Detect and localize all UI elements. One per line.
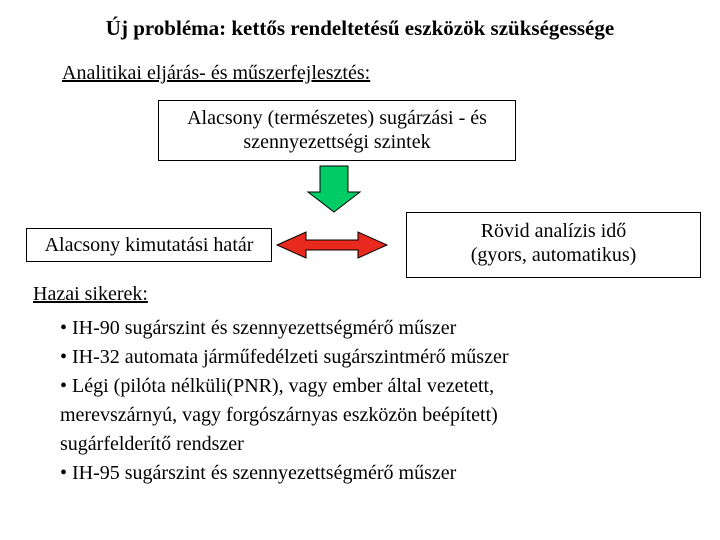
list-item: sugárfelderítő rendszer xyxy=(60,433,244,455)
slide-title: Új probléma: kettős rendeltetésű eszközök szükségessége xyxy=(105,16,615,40)
hazai-heading: Hazai sikerek: xyxy=(33,283,148,305)
list-item: • IH-32 automata járműfedélzeti sugárszintmérő műszer xyxy=(60,346,509,368)
list-item: • IH-90 sugárszint és szennyezettségmérő műszer xyxy=(60,317,457,339)
right-box-line2: (gyors, automatikus) xyxy=(470,244,637,266)
right-box xyxy=(406,212,701,278)
right-box-line1: Rövid analízis idő xyxy=(480,220,627,242)
down-arrow xyxy=(308,166,360,212)
list-item: • Légi (pilóta nélküli(PNR), vagy ember által vezetett, xyxy=(60,375,495,397)
bullet-list xyxy=(60,314,660,488)
list-item: merevszárnyú, vagy forgószárnyas eszközön beépített) xyxy=(60,404,498,426)
left-box: Alacsony kimutatási határ xyxy=(26,228,272,262)
double-arrow xyxy=(277,232,387,258)
list-item: • IH-95 sugárszint és szennyezettségmérő műszer xyxy=(60,462,457,484)
top-box-line1: Alacsony (természetes) sugárzási - és xyxy=(187,107,487,129)
subtitle: Analitikai eljárás- és műszerfejlesztés: xyxy=(62,62,371,84)
top-box-line2: szennyezettségi szintek xyxy=(243,131,431,153)
